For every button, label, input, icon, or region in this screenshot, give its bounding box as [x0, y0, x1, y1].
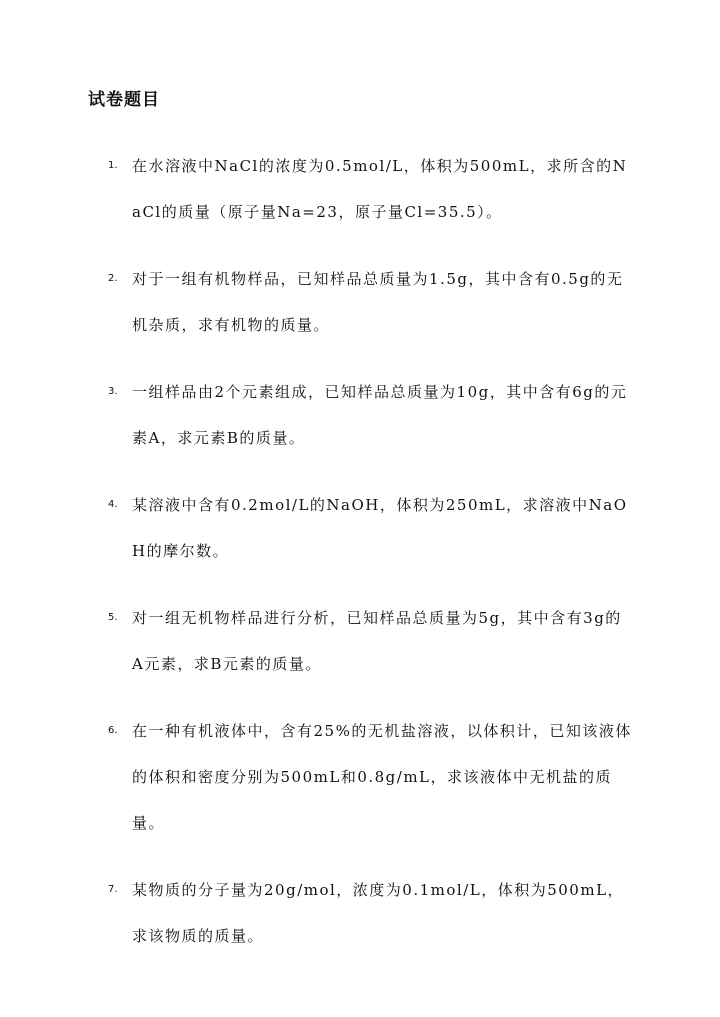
- question-number: 2.: [108, 273, 118, 284]
- question-item: [0, 369, 632, 461]
- question-item: [0, 143, 632, 235]
- page-title: 试卷题目: [88, 90, 160, 110]
- question-item: [0, 595, 632, 687]
- question-number: 4.: [108, 499, 118, 510]
- question-item: [0, 708, 632, 846]
- question-text: 在一种有机液体中，含有25%的无机盐溶液，以体积计，已知该液体的体积和密度分别为500mL和0.8g/mL，求该液体中无机盐的质量。: [132, 722, 632, 832]
- question-item: [0, 867, 632, 959]
- question-number: 3.: [108, 386, 118, 397]
- question-number: 7.: [108, 884, 118, 895]
- question-text: 对一组无机物样品进行分析，已知样品总质量为5g，其中含有3g的A元素，求B元素的质量。: [132, 609, 622, 673]
- question-number: 1.: [108, 160, 118, 171]
- question-text: 一组样品由2个元素组成，已知样品总质量为10g，其中含有6g的元素A，求元素B的质量。: [132, 383, 628, 447]
- question-number: 6.: [108, 725, 118, 736]
- question-text: 在水溶液中NaCl的浓度为0.5mol/L，体积为500mL，求所含的NaCl的质量（原子量Na=23，原子量Cl=35.5）。: [132, 157, 628, 221]
- question-item: [0, 256, 632, 348]
- question-number: 5.: [108, 612, 118, 623]
- question-text: 某物质的分子量为20g/mol，浓度为0.1mol/L，体积为500mL，求该物质的质量。: [132, 881, 625, 945]
- question-item: [0, 482, 632, 574]
- question-text: 对于一组有机物样品，已知样品总质量为1.5g，其中含有0.5g的无机杂质，求有机物的质量。: [132, 270, 624, 334]
- question-list: [0, 143, 720, 980]
- question-text: 某溶液中含有0.2mol/L的NaOH，体积为250mL，求溶液中NaOH的摩尔数。: [132, 496, 628, 560]
